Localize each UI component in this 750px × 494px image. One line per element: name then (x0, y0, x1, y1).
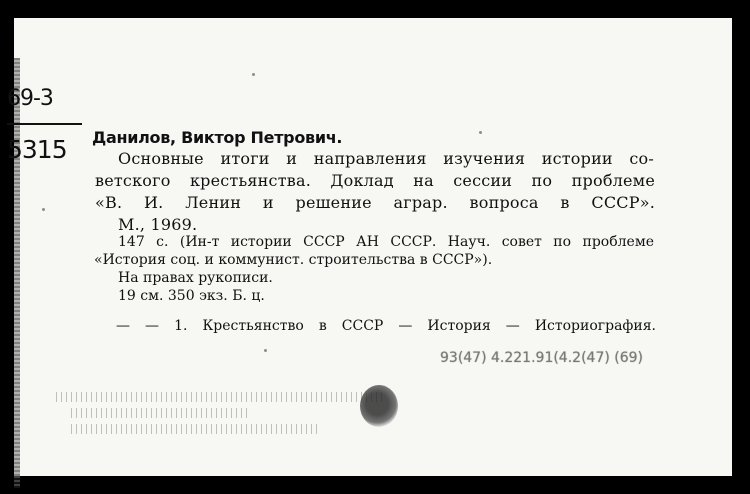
classification-code: 93(47) 4.221.91(4.2(47) (69) (440, 350, 643, 366)
call-number-bottom: 5315 (7, 135, 67, 164)
note-line: На правах рукописи. (118, 270, 273, 286)
title-line: ветского крестьянства. Доклад на сессии по проблеме (95, 171, 655, 190)
call-number-top: 69-3 (7, 86, 53, 111)
faded-line (69, 408, 249, 418)
collation-line: 147 с. (Ин-т истории СССР АН СССР. Науч. совет по проблеме (118, 234, 654, 250)
title-line: Основные итоги и направления изучения истории со- (118, 149, 654, 168)
collation-line: «История соц. и коммунист. строительства в СССР»). (94, 252, 493, 268)
note-line: 19 см. 350 экз. Б. ц. (118, 288, 265, 304)
speck (42, 208, 45, 211)
publication-line: М., 1969. (118, 215, 198, 234)
subject-heading: — — 1. Крестьянство в СССР — История — Историография. (116, 318, 656, 334)
faded-line (54, 392, 384, 402)
speck (252, 73, 255, 76)
stamp-mark (360, 385, 398, 427)
speck (264, 349, 267, 352)
speck (479, 131, 482, 134)
title-line: «В. И. Ленин и решение аграр. вопроса в СССР». (95, 193, 655, 212)
author-heading: Данилов, Виктор Петрович. (92, 128, 343, 147)
call-number-divider (7, 123, 82, 125)
faded-line (69, 424, 319, 434)
